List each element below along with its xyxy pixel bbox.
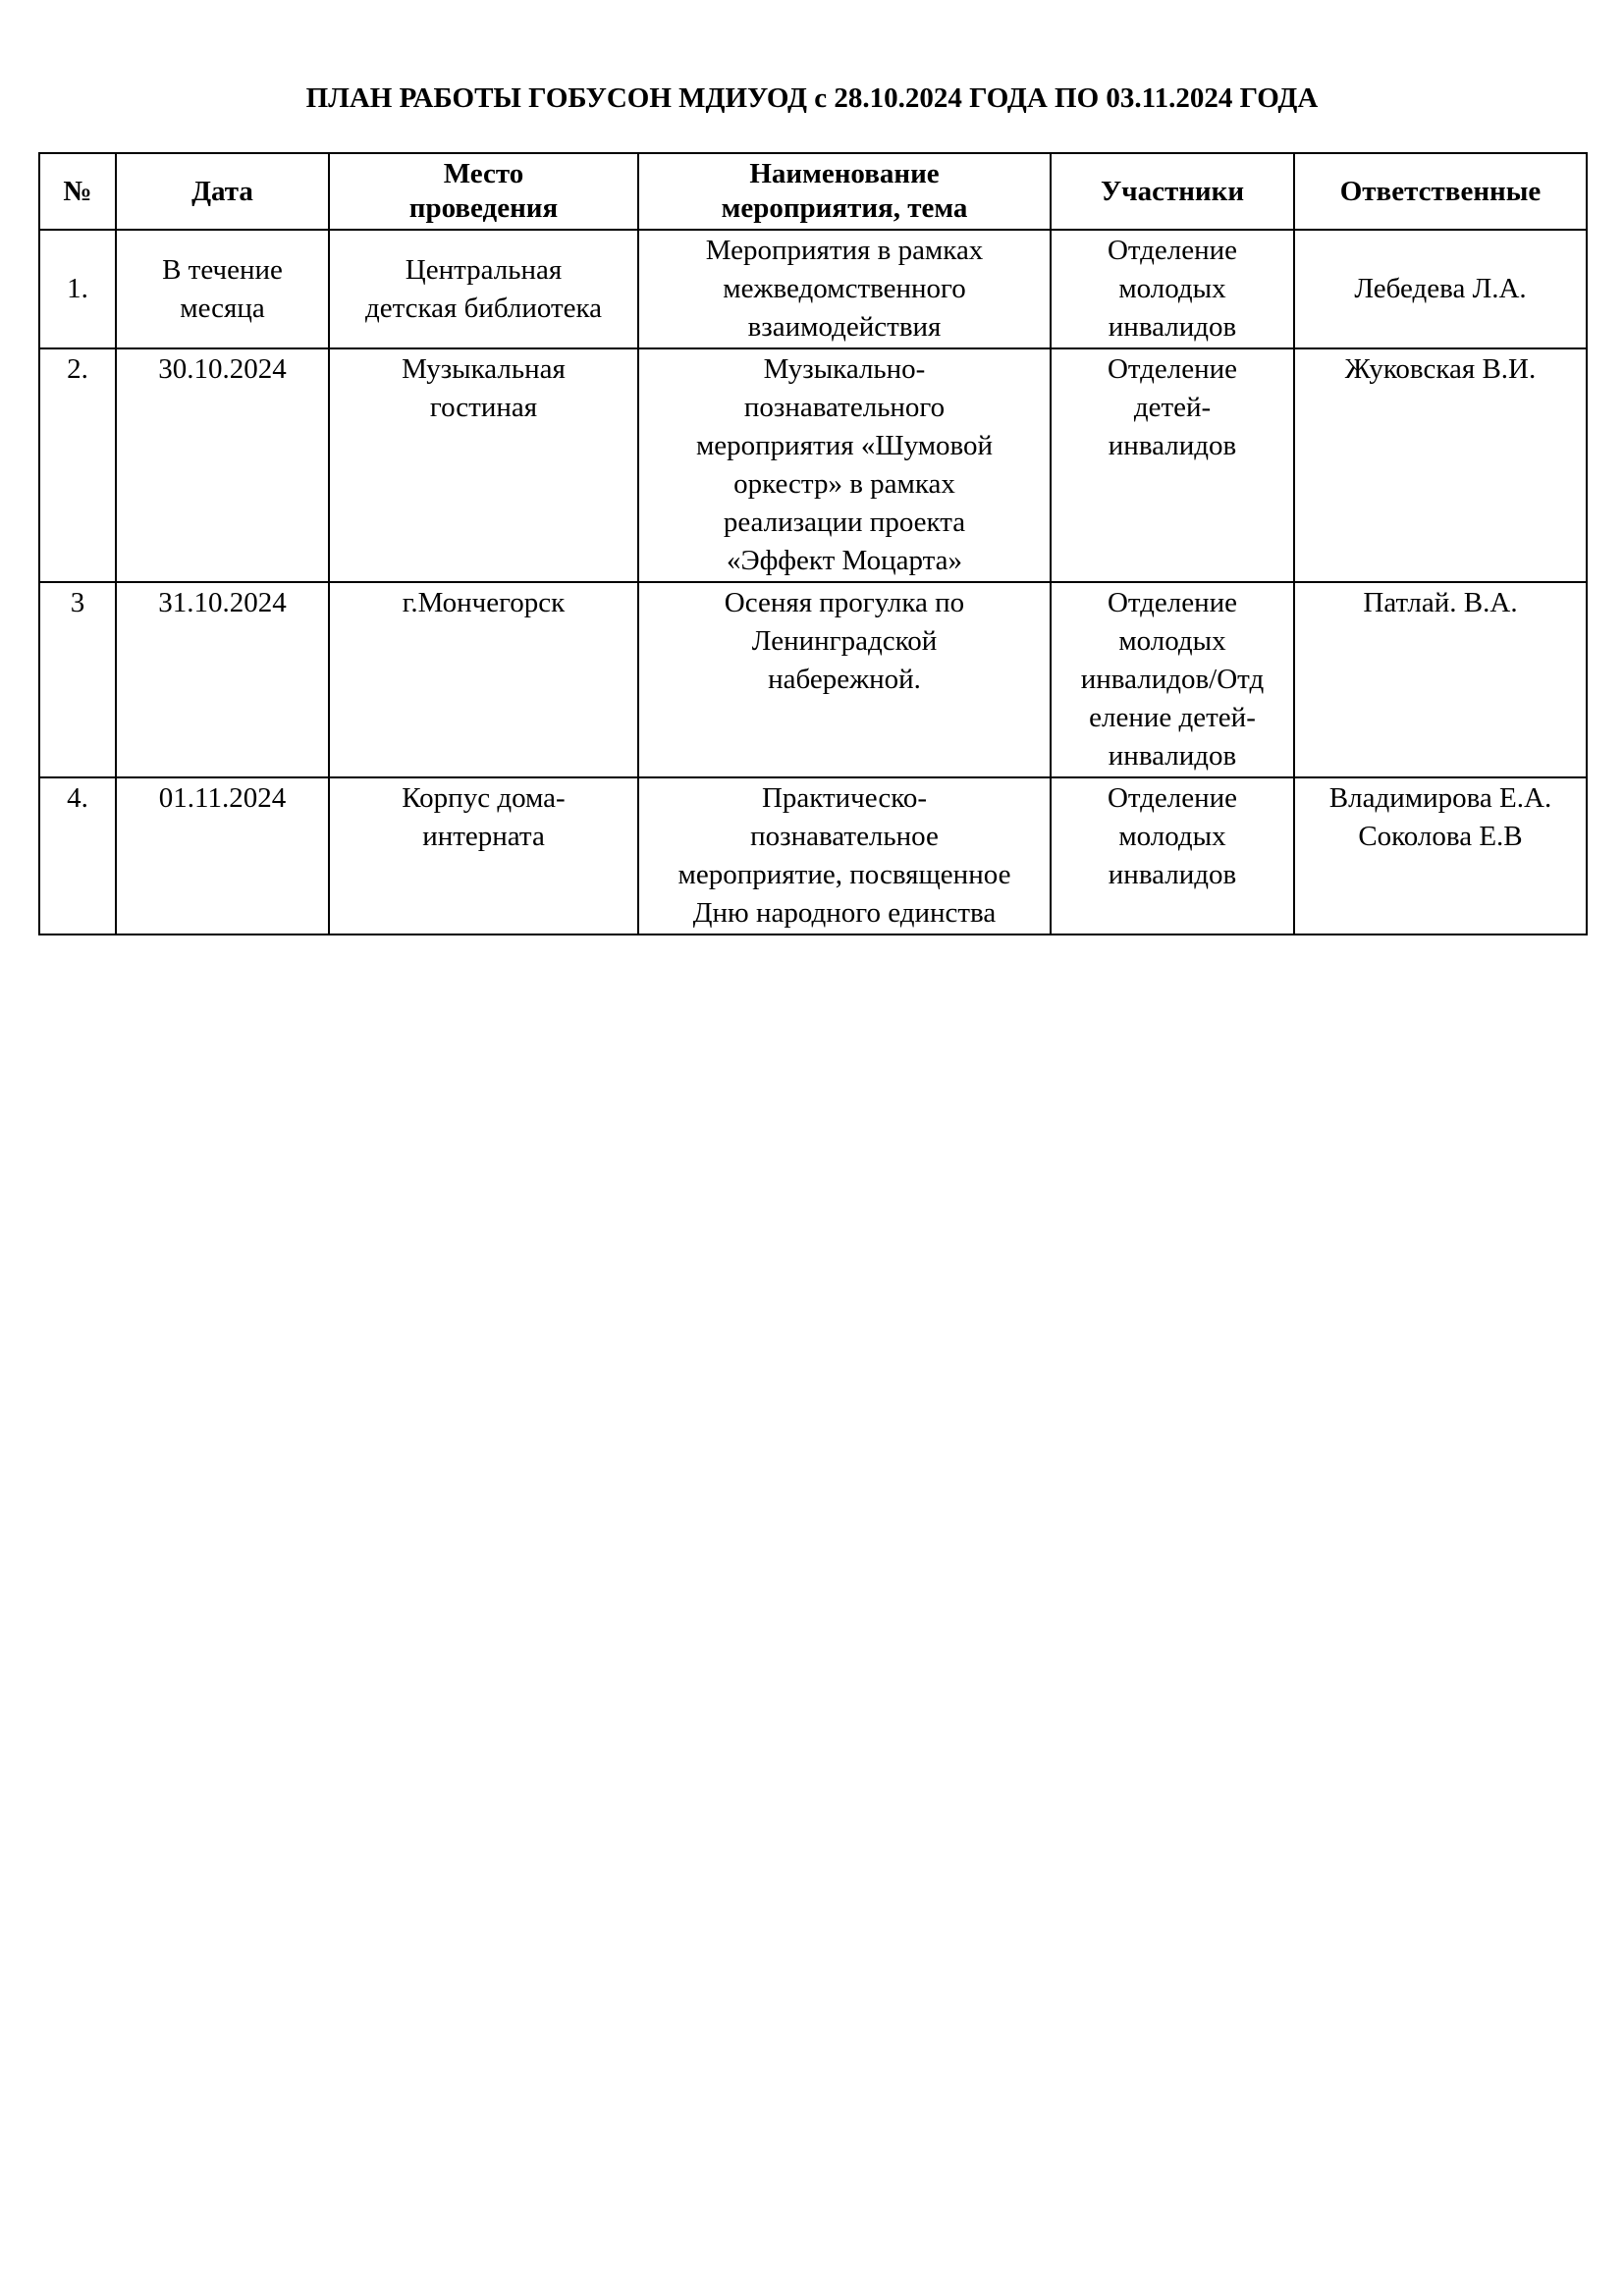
header-responsible: Ответственные: [1294, 153, 1587, 230]
cell-place: г.Мончегорск: [329, 582, 638, 777]
cell-date: 01.11.2024: [116, 777, 329, 934]
table-header-row: [39, 153, 1587, 230]
table-row: [39, 582, 1587, 777]
cell-event: Мероприятия в рамках межведомственного взаимодействия: [638, 230, 1051, 348]
header-participants: Участники: [1051, 153, 1294, 230]
cell-place: Центральная детская библиотека: [329, 230, 638, 348]
table-row: [39, 230, 1587, 348]
cell-participants: Отделение молодых инвалидов: [1051, 230, 1294, 348]
cell-responsible: Владимирова Е.А. Соколова Е.В: [1294, 777, 1587, 934]
cell-event: Музыкально- познавательного мероприятия «Шумовой оркестр» в рамках реализации проекта «Эффект Моцарта»: [638, 348, 1051, 582]
table-row: [39, 348, 1587, 582]
header-date: Дата: [116, 153, 329, 230]
cell-participants: Отделение молодых инвалидов: [1051, 777, 1294, 934]
cell-responsible: Жуковская В.И.: [1294, 348, 1587, 582]
header-place: Место проведения: [329, 153, 638, 230]
cell-responsible: Лебедева Л.А.: [1294, 230, 1587, 348]
cell-event: Осеняя прогулка по Ленинградской набережной.: [638, 582, 1051, 777]
cell-number: 1.: [39, 230, 116, 348]
cell-date: В течение месяца: [116, 230, 329, 348]
page-title: ПЛАН РАБОТЫ ГОБУСОН МДИУОД с 28.10.2024 ГОДА ПО 03.11.2024 ГОДА: [305, 82, 1319, 114]
cell-number: 3: [39, 582, 116, 777]
work-plan-table: [38, 152, 1588, 935]
cell-date: 30.10.2024: [116, 348, 329, 582]
cell-event: Практическо- познавательное мероприятие, посвященное Дню народного единства: [638, 777, 1051, 934]
cell-place: Корпус дома- интерната: [329, 777, 638, 934]
cell-place: Музыкальная гостиная: [329, 348, 638, 582]
cell-participants: Отделение детей- инвалидов: [1051, 348, 1294, 582]
cell-date: 31.10.2024: [116, 582, 329, 777]
header-number: №: [39, 153, 116, 230]
cell-participants: Отделение молодых инвалидов/Отд еление детей- инвалидов: [1051, 582, 1294, 777]
table-row: [39, 777, 1587, 934]
cell-number: 2.: [39, 348, 116, 582]
header-event: Наименование мероприятия, тема: [638, 153, 1051, 230]
cell-responsible: Патлай. В.А.: [1294, 582, 1587, 777]
cell-number: 4.: [39, 777, 116, 934]
